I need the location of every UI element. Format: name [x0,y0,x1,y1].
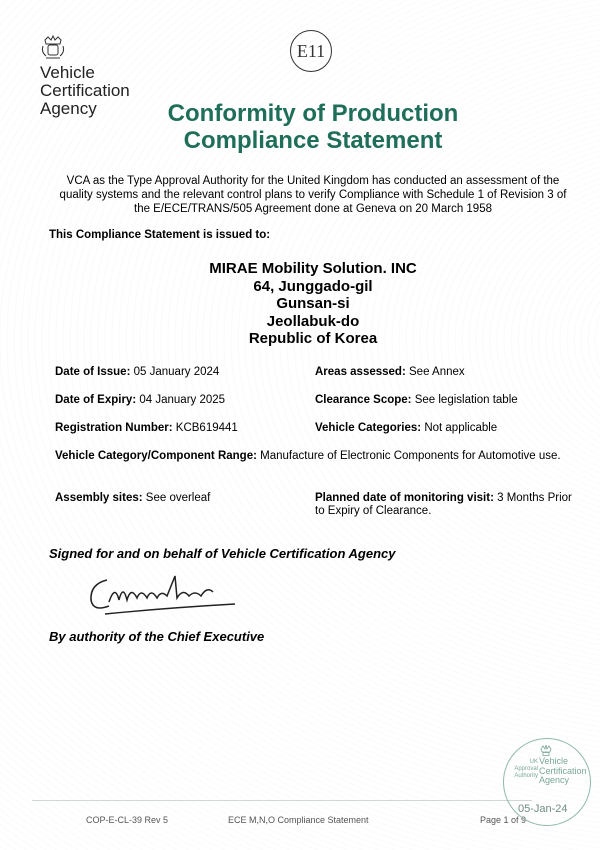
areas-assessed-field [315,366,465,379]
footer-document-code: COP-E-CL-39 Rev 5 [86,815,169,825]
title-line: Compliance Statement [183,127,443,154]
field-label: Areas assessed: [315,366,406,378]
footer-divider [32,800,532,801]
agency-line: Certification [40,81,130,100]
field-label: Date of Issue: [55,366,131,378]
document-title [0,100,600,154]
field-value: 04 January 2025 [139,394,226,406]
component-range-field [55,450,575,463]
stamp-left-text: UK Approval Authority [514,759,538,779]
date-of-issue-field [55,366,219,379]
date-of-expiry-field [55,394,225,407]
field-label: Assembly sites: [55,492,143,504]
field-value: 3 Months Prior to Expiry of Clearance. [315,492,572,517]
address-line: MIRAE Mobility Solution. INC [209,260,417,277]
address-line: Gunsan-si [276,295,350,312]
footer-page-number: Page 1 of 9 [480,815,527,825]
agency-line: Vehicle [40,63,95,82]
address-line: Republic of Korea [248,330,378,347]
royal-crest-icon [40,34,66,60]
recipient-address [0,260,600,348]
agency-line: Agency [40,99,97,118]
intro-paragraph: VCA as the Type Approval Authority for the United Kingdom has conducted an assessment of the quality systems and the relevant control plans to verify Compliance with Schedule 1 of Revision 3 of the E/ECE/TRANS/505 Agreement done at Geneva on 20 March 1958 [59,175,567,215]
signed-on-behalf-text: Signed for and on behalf of Vehicle Certification Agency [49,546,396,561]
field-value: 05 January 2024 [133,366,220,378]
approval-mark: E11 [290,30,332,72]
field-value: KCB619441 [175,422,238,434]
stamp-date: 05-Jan-24 [518,803,568,815]
vehicle-categories-field [315,422,497,435]
registration-number-field [55,422,238,435]
field-value: Manufacture of Electronic Components for Automotive use. [260,450,561,462]
address-line: Jeollabuk-do [266,312,360,330]
field-label: Vehicle Category/Component Range: [55,450,257,462]
footer-document-name: ECE M,N,O Compliance Statement [228,815,369,825]
title-line: Conformity of Production [167,100,459,127]
field-value: Not applicable [424,422,498,434]
field-label: Vehicle Categories: [315,422,422,434]
field-value: See legislation table [414,394,518,406]
clearance-scope-field [315,394,518,407]
field-value: See Annex [409,366,465,378]
assembly-sites-field [55,492,210,505]
field-value: See overleaf [145,492,211,504]
stamp-crest-icon [540,745,552,756]
issued-to-label: This Compliance Statement is issued to: [49,229,271,241]
handwritten-signature [85,562,245,617]
field-label: Planned date of monitoring visit: [315,492,494,504]
approval-stamp [503,738,591,826]
chief-executive-authority-text: By authority of the Chief Executive [49,629,265,644]
field-label: Clearance Scope: [315,394,412,406]
address-line: 64, Junggado-gil [253,277,373,295]
field-label: Registration Number: [55,422,173,434]
field-label: Date of Expiry: [55,394,137,406]
stamp-right-text: Vehicle Certification Agency [539,756,587,785]
monitoring-visit-field [315,492,580,518]
